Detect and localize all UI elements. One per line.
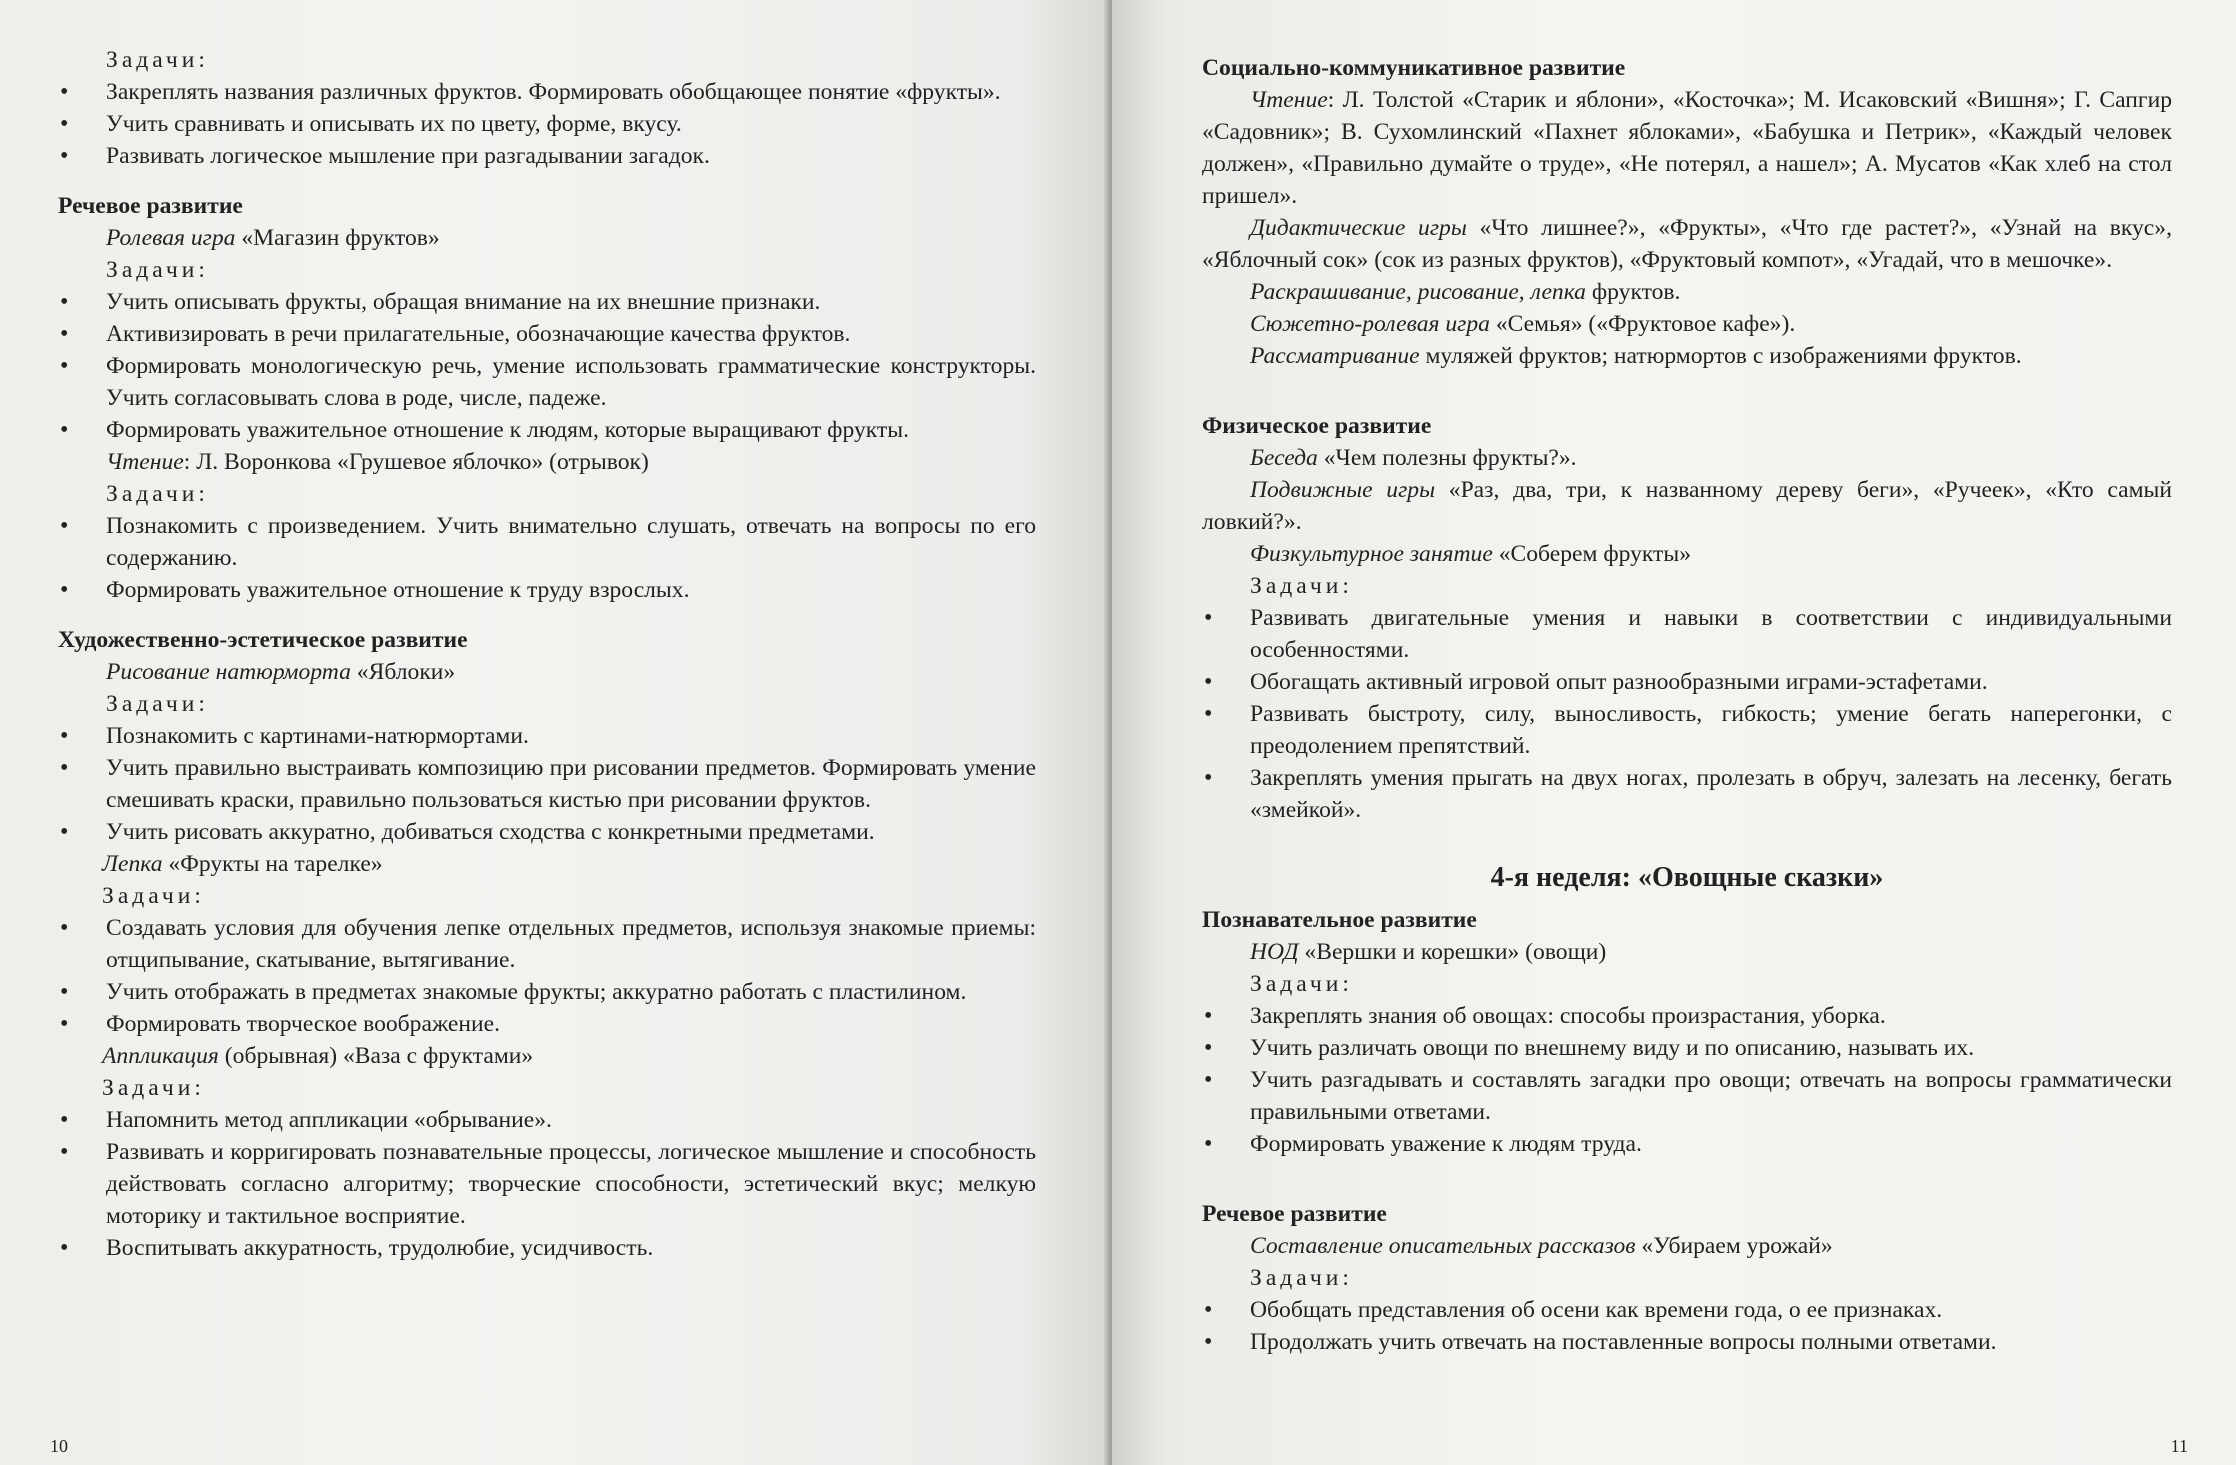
task-item: • Формировать уважительное отношение к людям, которые выращивают фрукты. xyxy=(58,414,1036,446)
activity-paragraph xyxy=(1202,276,2172,308)
task-item: • Закреплять знания об овощах: способы произрастания, уборка. xyxy=(1202,1000,2172,1032)
activity-title: «Яблоки» xyxy=(350,659,456,685)
activity-type: Ролевая игра xyxy=(106,225,236,251)
activity-type: Рассматривание xyxy=(1250,343,1420,369)
activity-title: : Л. Воронкова «Грушевое яблочко» (отрывок) xyxy=(183,449,649,475)
task-item: • Познакомить с произведением. Учить внимательно слушать, отвечать на вопросы по его содержанию. xyxy=(58,510,1036,574)
left-text-column xyxy=(58,44,1036,1264)
task-item: • Закреплять умения прыгать на двух ногах, пролезать в обруч, залезать на лесенку, бегать «змейкой». xyxy=(1202,762,2172,826)
activity-paragraph xyxy=(1202,308,2172,340)
activity-line xyxy=(1202,1230,2172,1262)
activity-title: «Вершки и корешки» (овощи) xyxy=(1298,939,1607,965)
activity-line xyxy=(58,656,1036,688)
task-item: • Закреплять названия различных фруктов. Формировать обобщающее понятие «фрукты». xyxy=(58,76,1036,108)
task-item: • Напомнить метод аппликации «обрывание». xyxy=(58,1104,1036,1136)
activity-line xyxy=(58,222,1036,254)
activity-paragraph xyxy=(1202,84,2172,212)
activity-text: «Что лишнее?», «Фрукты», «Что где растет?», «Узнай на вкус», «Яблочный сок» (сок из разных фруктов), «Фруктовый компот», «Угадай, что в мешочке». xyxy=(1202,215,2172,273)
section-heading-physical: Физическое развитие xyxy=(1202,413,1432,439)
task-list xyxy=(1202,602,2172,826)
task-list xyxy=(58,76,1036,172)
week-title: 4-я неделя: «Овощные сказки» xyxy=(1490,862,1884,893)
task-item: • Учить разгадывать и составлять загадки про овощи; отвечать на вопросы грамматически правильными ответами. xyxy=(1202,1064,2172,1128)
activity-text: фруктов. xyxy=(1585,279,1681,305)
left-page xyxy=(0,0,1110,1465)
section-heading-speech: Речевое развитие xyxy=(58,193,243,219)
task-item: • Обогащать активный игровой опыт разнообразными играми-эстафетами. xyxy=(1202,666,2172,698)
task-item: • Развивать логическое мышление при разгадывании загадок. xyxy=(58,140,1036,172)
activity-text: «Чем полезны фрукты?». xyxy=(1317,445,1577,471)
task-item: • Учить различать овощи по внешнему виду и по описанию, называть их. xyxy=(1202,1032,2172,1064)
activity-title: «Фрукты на тарелке» xyxy=(162,851,383,877)
task-item: • Формировать уважительное отношение к труду взрослых. xyxy=(58,574,1036,606)
activity-type: Чтение xyxy=(1250,87,1328,113)
activity-text: муляжей фруктов; натюрмортов с изображениями фруктов. xyxy=(1419,343,2022,369)
activity-text: «Соберем фрукты» xyxy=(1492,541,1692,567)
section-heading-speech: Речевое развитие xyxy=(1202,1201,1387,1227)
activity-type: Лепка xyxy=(102,851,163,877)
activity-line xyxy=(58,848,1036,880)
task-item: • Формировать уважение к людям труда. xyxy=(1202,1128,2172,1160)
tasks-label: Задачи: xyxy=(106,691,209,717)
activity-text: «Раз, два, три, к названному дереву беги», «Ручеек», «Кто самый ловкий?». xyxy=(1202,477,2172,535)
activity-type: Физкультурное занятие xyxy=(1250,541,1493,567)
task-list xyxy=(58,912,1036,1040)
task-list xyxy=(58,510,1036,606)
section-heading-cognitive: Познавательное развитие xyxy=(1202,907,1477,933)
task-list xyxy=(58,286,1036,446)
right-text-column xyxy=(1202,52,2172,1358)
page-number: 10 xyxy=(50,1436,68,1456)
task-item: • Продолжать учить отвечать на поставленные вопросы полными ответами. xyxy=(1202,1326,2172,1358)
tasks-label: Задачи: xyxy=(106,257,209,283)
task-item: • Активизировать в речи прилагательные, обозначающие качества фруктов. xyxy=(58,318,1036,350)
task-item: • Познакомить с картинами-натюрмортами. xyxy=(58,720,1036,752)
page-number: 11 xyxy=(2170,1436,2188,1456)
task-item: • Воспитывать аккуратность, трудолюбие, усидчивость. xyxy=(58,1232,1036,1264)
activity-text: : Л. Толстой «Старик и яблони», «Косточка»; М. Исаковский «Вишня»; Г. Сапгир «Садовник»; В. Сухомлинский «Пахнет яблоками», «Бабушка и Петрик», «Каждый человек должен», «Правильно думайте о труде», «Не потерял, а нашел»; А. Мусатов «Как хлеб на стол пришел». xyxy=(1202,87,2172,209)
task-item: • Учить рисовать аккуратно, добиваться сходства с конкретными предметами. xyxy=(58,816,1036,848)
activity-paragraph xyxy=(1202,442,2172,474)
task-item: • Развивать и корригировать познавательные процессы, логическое мышление и способность действовать согласно алгоритму; творческие способности, эстетический вкус; мелкую моторику и тактильное восприятие. xyxy=(58,1136,1036,1232)
right-page xyxy=(1112,0,2236,1465)
activity-type: Составление описательных рассказов xyxy=(1250,1233,1636,1259)
activity-paragraph xyxy=(1202,340,2172,372)
task-item: • Учить правильно выстраивать композицию при рисовании предметов. Формировать умение смешивать краски, правильно пользоваться кистью при рисовании фруктов. xyxy=(58,752,1036,816)
task-list xyxy=(58,720,1036,848)
task-item: • Учить сравнивать и описывать их по цвету, форме, вкусу. xyxy=(58,108,1036,140)
task-item: • Обобщать представления об осени как времени года, о ее признаках. xyxy=(1202,1294,2172,1326)
task-list xyxy=(1202,1294,2172,1358)
task-item: • Развивать двигательные умения и навыки в соответствии с индивидуальными особенностями. xyxy=(1202,602,2172,666)
activity-type: Беседа xyxy=(1250,445,1318,471)
activity-type: Рисование натюрморта xyxy=(106,659,351,685)
tasks-label: Задачи: xyxy=(106,47,209,73)
tasks-label: Задачи: xyxy=(1250,1265,1353,1291)
activity-text: «Семья» («Фруктовое кафе»). xyxy=(1489,311,1796,337)
tasks-label: Задачи: xyxy=(1250,971,1353,997)
task-item: • Формировать творческое воображение. xyxy=(58,1008,1036,1040)
task-item: • Учить описывать фрукты, обращая внимание на их внешние признаки. xyxy=(58,286,1036,318)
activity-title: (обрывная) «Ваза с фруктами» xyxy=(218,1043,534,1069)
tasks-label: Задачи: xyxy=(1250,573,1353,599)
task-item: • Формировать монологическую речь, умение использовать грамматические конструкторы. Учить согласовывать слова в роде, числе, падеже. xyxy=(58,350,1036,414)
activity-title: «Убираем урожай» xyxy=(1635,1233,1833,1259)
activity-type: Дидактические игры xyxy=(1250,215,1467,241)
activity-type: НОД xyxy=(1250,939,1299,965)
activity-title: «Магазин фруктов» xyxy=(235,225,440,251)
activity-paragraph xyxy=(1202,474,2172,538)
activity-line xyxy=(58,446,1036,478)
activity-paragraph xyxy=(1202,538,2172,570)
section-heading-art: Художественно-эстетическое развитие xyxy=(58,627,468,653)
activity-type: Аппликация xyxy=(102,1043,219,1069)
activity-type: Подвижные игры xyxy=(1250,477,1436,503)
activity-line xyxy=(58,1040,1036,1072)
activity-type: Раскрашивание, рисование, лепка xyxy=(1250,279,1586,305)
activity-paragraph xyxy=(1202,212,2172,276)
activity-type: Чтение xyxy=(106,449,184,475)
task-item: • Создавать условия для обучения лепке отдельных предметов, используя знакомые приемы: отщипывание, скатывание, вытягивание. xyxy=(58,912,1036,976)
tasks-label: Задачи: xyxy=(102,883,205,909)
task-item: • Развивать быстроту, силу, выносливость, гибкость; умение бегать наперегонки, с преодолением препятствий. xyxy=(1202,698,2172,762)
task-list xyxy=(58,1104,1036,1264)
tasks-label: Задачи: xyxy=(102,1075,205,1101)
tasks-label: Задачи: xyxy=(106,481,209,507)
section-heading-social: Социально-коммуникативное развитие xyxy=(1202,55,1626,81)
activity-line xyxy=(1202,936,2172,968)
activity-type: Сюжетно-ролевая игра xyxy=(1250,311,1490,337)
task-item: • Учить отображать в предметах знакомые фрукты; аккуратно работать с пластилином. xyxy=(58,976,1036,1008)
task-list xyxy=(1202,1000,2172,1160)
